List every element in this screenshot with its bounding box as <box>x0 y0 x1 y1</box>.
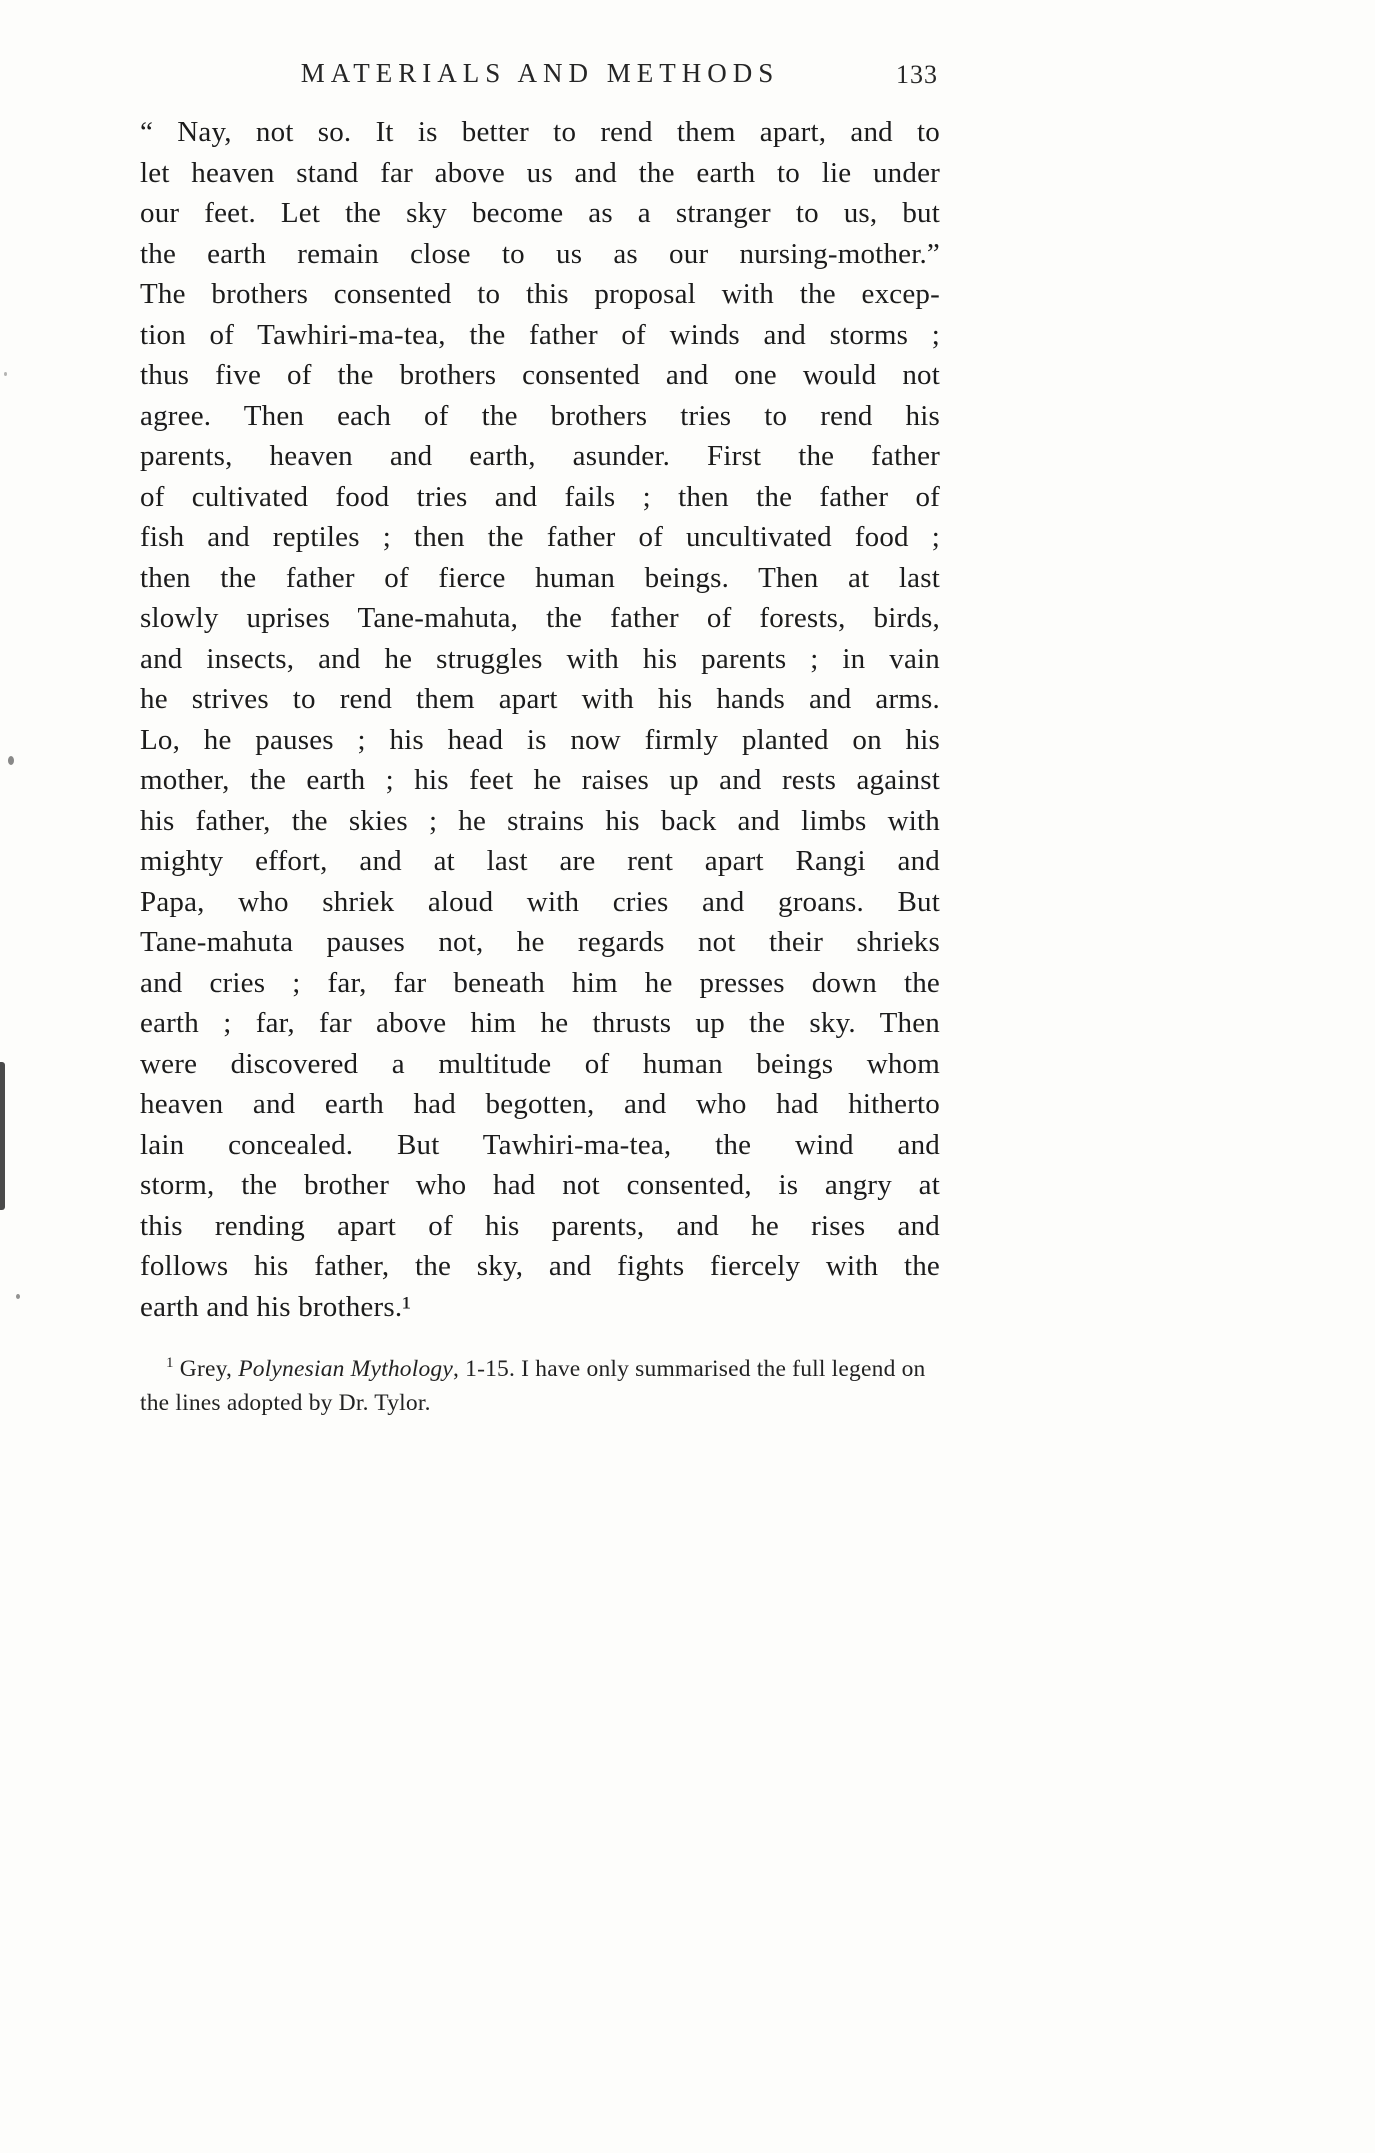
text-line: parents, heaven and earth, asunder. First the father <box>140 440 940 472</box>
text-line: let heaven stand far above us and the earth to lie under <box>140 156 940 189</box>
text-line: Tane-mahuta pauses not, he regards not their shrieks <box>140 926 940 958</box>
text-line: mighty effort, and at last are rent apart Rangi and <box>140 845 940 877</box>
text-line: of cultivated food tries and fails ; then the father of <box>140 480 940 513</box>
text-line: lain concealed. But Tawhiri-ma-tea, the wind and <box>140 1128 940 1161</box>
text-line: follows his father, the sky, and fights fiercely with the <box>140 1250 940 1282</box>
text-line: slowly uprises Tane-mahuta, the father of forests, birds, <box>140 602 940 634</box>
text-line: and insects, and he struggles with his parents ; in vain <box>140 642 940 675</box>
running-header-title: MATERIALS AND METHODS <box>300 58 780 88</box>
text-line: thus five of the brothers consented and one would not <box>140 359 940 391</box>
body-text <box>140 112 940 1327</box>
footnote-work-title: Polynesian Mythology <box>238 1356 453 1382</box>
text-line: The brothers consented to this proposal with the excep- <box>140 278 940 310</box>
text-line: and cries ; far, far beneath him he presses down the <box>140 966 940 999</box>
text-line: heaven and earth had begotten, and who had hitherto <box>140 1088 940 1120</box>
scan-artifact <box>0 1062 5 1210</box>
scan-artifact <box>16 1294 20 1299</box>
scan-artifact <box>8 756 14 765</box>
text-line: our feet. Let the sky become as a stranger to us, but <box>140 197 940 229</box>
running-header <box>140 58 940 102</box>
text-line: then the father of fierce human beings. Then at last <box>140 561 940 594</box>
footnote-pre-italic: Grey, <box>173 1356 239 1382</box>
text-line: fish and reptiles ; then the father of uncultivated food ; <box>140 521 940 553</box>
scan-artifact <box>4 372 7 376</box>
text-line: storm, the brother who had not consented, is angry at <box>140 1169 940 1201</box>
footnote-marker: 1 <box>166 1355 174 1372</box>
footnote <box>140 1352 940 1420</box>
text-line: earth and his brothers.¹ <box>140 1290 412 1323</box>
text-line: tion of Tawhiri-ma-tea, the father of winds and storms ; <box>140 318 940 351</box>
text-line: he strives to rend them apart with his hands and arms. <box>140 683 940 715</box>
text-line: agree. Then each of the brothers tries to rend his <box>140 399 940 432</box>
text-line: his father, the skies ; he strains his back and limbs with <box>140 804 940 837</box>
page-number: 133 <box>896 60 938 89</box>
footnote-text <box>140 1352 940 1420</box>
text-line: the earth remain close to us as our nursing-mother.” <box>140 237 940 270</box>
footnote-post-italic: , 1-15. I have only summarised the full legend on the lines adopted by Dr. Tylor. <box>140 1356 926 1416</box>
text-line: this rending apart of his parents, and he rises and <box>140 1209 940 1242</box>
text-line: Lo, he pauses ; his head is now firmly planted on his <box>140 723 940 756</box>
text-line: earth ; far, far above him he thrusts up the sky. Then <box>140 1007 940 1039</box>
text-line: were discovered a multitude of human beings whom <box>140 1047 940 1080</box>
text-line: mother, the earth ; his feet he raises up and rests against <box>140 764 940 796</box>
text-line: Papa, who shriek aloud with cries and groans. But <box>140 885 940 918</box>
text-line: “ Nay, not so. It is better to rend them apart, and to <box>140 116 940 148</box>
